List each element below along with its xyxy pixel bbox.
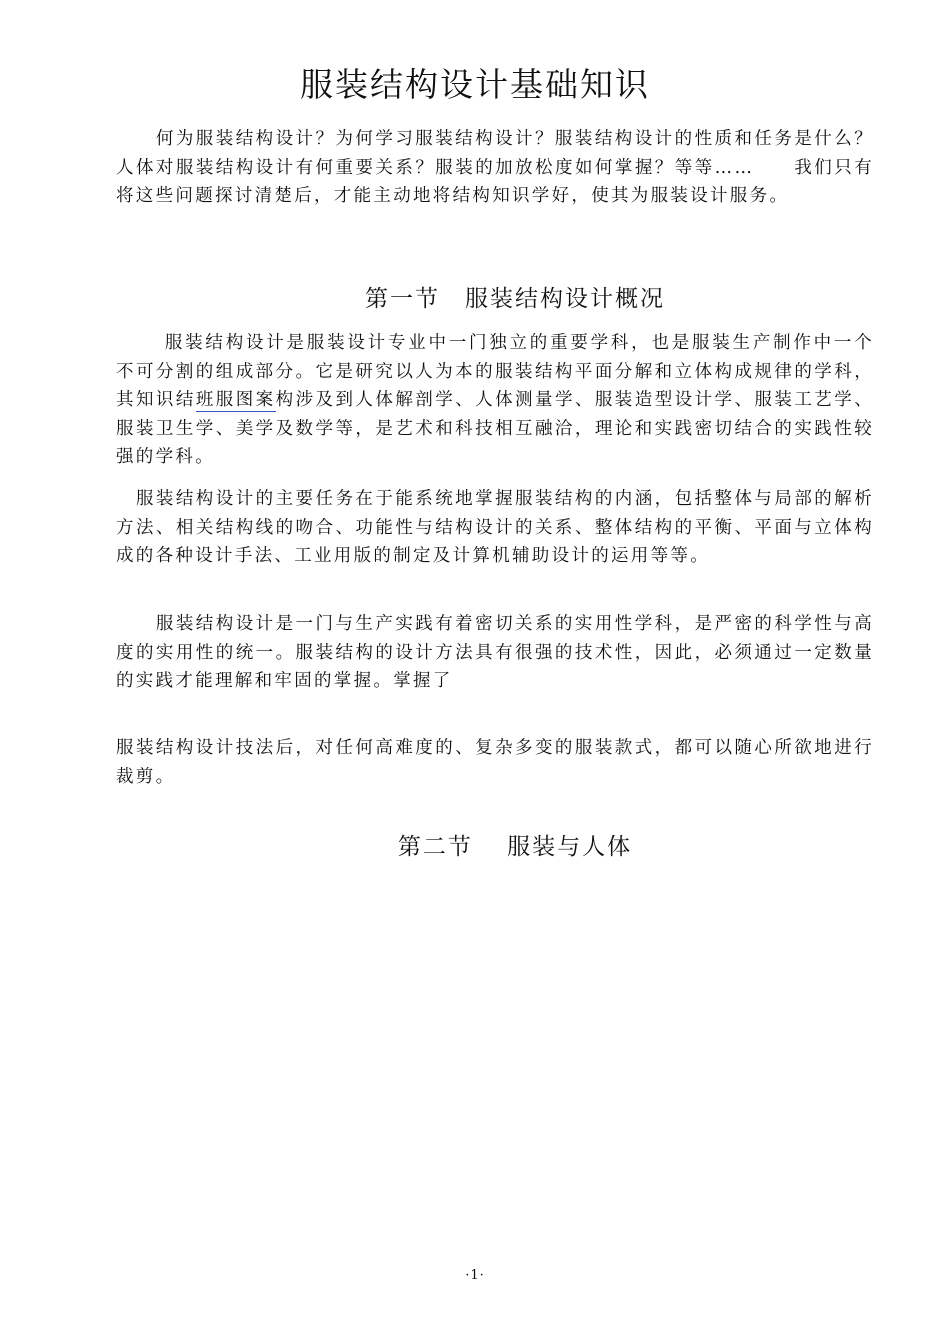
section-1-paragraph-3: 服装结构设计是一门与生产实践有着密切关系的实用性学科，是严密的科学性与高度的实用性的统一。服装结构的设计方法具有很强的技术性，因此，必须通过一定数量的实践才能理解和牢固的掌握。掌握了	[116, 614, 874, 691]
section-1-paragraph-2: 服装结构设计的主要任务在于能系统地掌握服装结构的内涵，包括整体与局部的解析方法、相关结构线的吻合、功能性与结构设计的关系、整体结构的平衡、平面与立体构成的各种设计手法、工业用版的制定及计算机辅助设计的运用等等。	[116, 489, 874, 566]
section-1-heading: 第一节 服装结构设计概况	[365, 286, 665, 312]
section-2-heading: 第二节 服装与人体	[397, 834, 633, 860]
document-title: 服装结构设计基础知识	[300, 65, 650, 104]
section-1-paragraph-4: 服装结构设计技法后，对任何高难度的、复杂多变的服装款式，都可以随心所欲地进行裁剪。	[116, 738, 874, 787]
inline-link[interactable]: 班服图案	[195, 390, 276, 410]
page-number: ·1·	[465, 1268, 485, 1283]
intro-paragraph: 何为服装结构设计？为何学习服装结构设计？服装结构设计的性质和任务是什么？人体对服装结构设计有何重要关系？服装的加放松度如何掌握？等等…… 我们只有将这些问题探讨清楚后，才能主动地将结构知识学好，使其为服装设计服务。	[116, 129, 874, 206]
paragraph-text-before-link: 服装结构设计是服装设计专业中一门独立的重要学科，也是服装生产制作中一个不可分割的组成部分。它是研究以人为本的服装结构平面分解和立体构成规律的学科，其知识结	[116, 333, 874, 410]
paragraph-text-after-link: 构涉及到人体解剖学、人体测量学、服装造型设计学、服装工艺学、服装卫生学、美学及数学等，是艺术和科技相互融洽，理论和实践密切结合的实践性较强的学科。	[116, 390, 875, 467]
section-1-paragraph-1	[116, 329, 874, 472]
